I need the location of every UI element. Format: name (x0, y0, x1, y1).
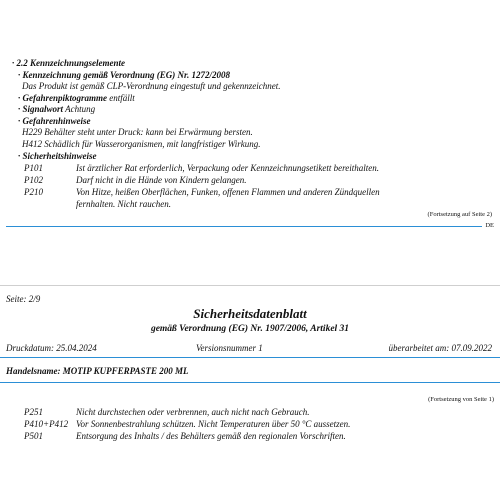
safety-text: Von Hitze, heißen Oberflächen, Funken, offenen Flammen und anderen Zündquellen (76, 187, 380, 197)
signal-value: Achtung (63, 104, 96, 114)
safety-code: P102 (24, 175, 43, 185)
hazard-statement: H412 Schädlich für Wasserorganismen, mit langfristiger Wirkung. (22, 139, 261, 149)
version-number: Versionsnummer 1 (196, 343, 263, 353)
continuation-note: (Fortsetzung auf Seite 2) (427, 211, 492, 218)
safety-code: P501 (24, 431, 43, 441)
signal-word-row (18, 104, 95, 114)
safety-text: Entsorgung des Inhalts / des Behälters gemäß den regionalen Vorschriften. (76, 431, 346, 441)
safety-code: P101 (24, 163, 43, 173)
pictograms-row (18, 93, 135, 103)
header-rule (0, 357, 500, 358)
trade-name: Handelsname: MOTIP KUPFERPASTE 200 ML (6, 366, 189, 376)
safety-text: Ist ärztlicher Rat erforderlich, Verpackung oder Kennzeichnungsetikett bereithalten. (76, 163, 380, 173)
page-separator (0, 285, 500, 286)
pictograms-value: entfällt (107, 93, 135, 103)
safety-text: Vor Sonnenbestrahlung schützen. Nicht Temperaturen über 50 °C aussetzen. (76, 419, 351, 429)
safety-text: fernhalten. Nicht rauchen. (76, 199, 171, 209)
pictograms-label: · Gefahrenpiktogramme (18, 93, 107, 103)
continuation-note: (Fortsetzung von Seite 1) (428, 396, 494, 403)
print-date: Druckdatum: 25.04.2024 (6, 343, 97, 353)
safety-text: Nicht durchstechen oder verbrennen, auch nicht nach Gebrauch. (76, 407, 310, 417)
hazards-heading: · Gefahrenhinweise (18, 116, 91, 126)
safety-code: P251 (24, 407, 43, 417)
hazard-statement: H229 Behälter steht unter Druck: kann bei Erwärmung bersten. (22, 127, 253, 137)
label-heading: · Kennzeichnung gemäß Verordnung (EG) Nr. 1272/2008 (18, 70, 231, 80)
safety-text: Darf nicht in die Hände von Kindern gelangen. (76, 175, 247, 185)
safety-heading: · Sicherheitshinweise (18, 151, 97, 161)
page-number: Seite: 2/9 (6, 294, 41, 304)
revision-date: überarbeitet am: 07.09.2022 (388, 343, 492, 353)
document-title: Sicherheitsdatenblatt (193, 306, 307, 321)
footer-rule (6, 226, 482, 227)
safety-code: P410+P412 (24, 419, 69, 429)
section-title: · 2.2 Kennzeichnungselemente (12, 58, 126, 68)
safety-code: P210 (24, 187, 43, 197)
trade-name-rule (0, 382, 500, 383)
document-subtitle: gemäß Verordnung (EG) Nr. 1907/2006, Artikel 31 (150, 324, 350, 334)
language-mark: DE (485, 222, 494, 229)
signal-label: · Signalwort (18, 104, 64, 114)
label-text: Das Produkt ist gemäß CLP-Verordnung eingestuft und gekennzeichnet. (22, 81, 281, 91)
